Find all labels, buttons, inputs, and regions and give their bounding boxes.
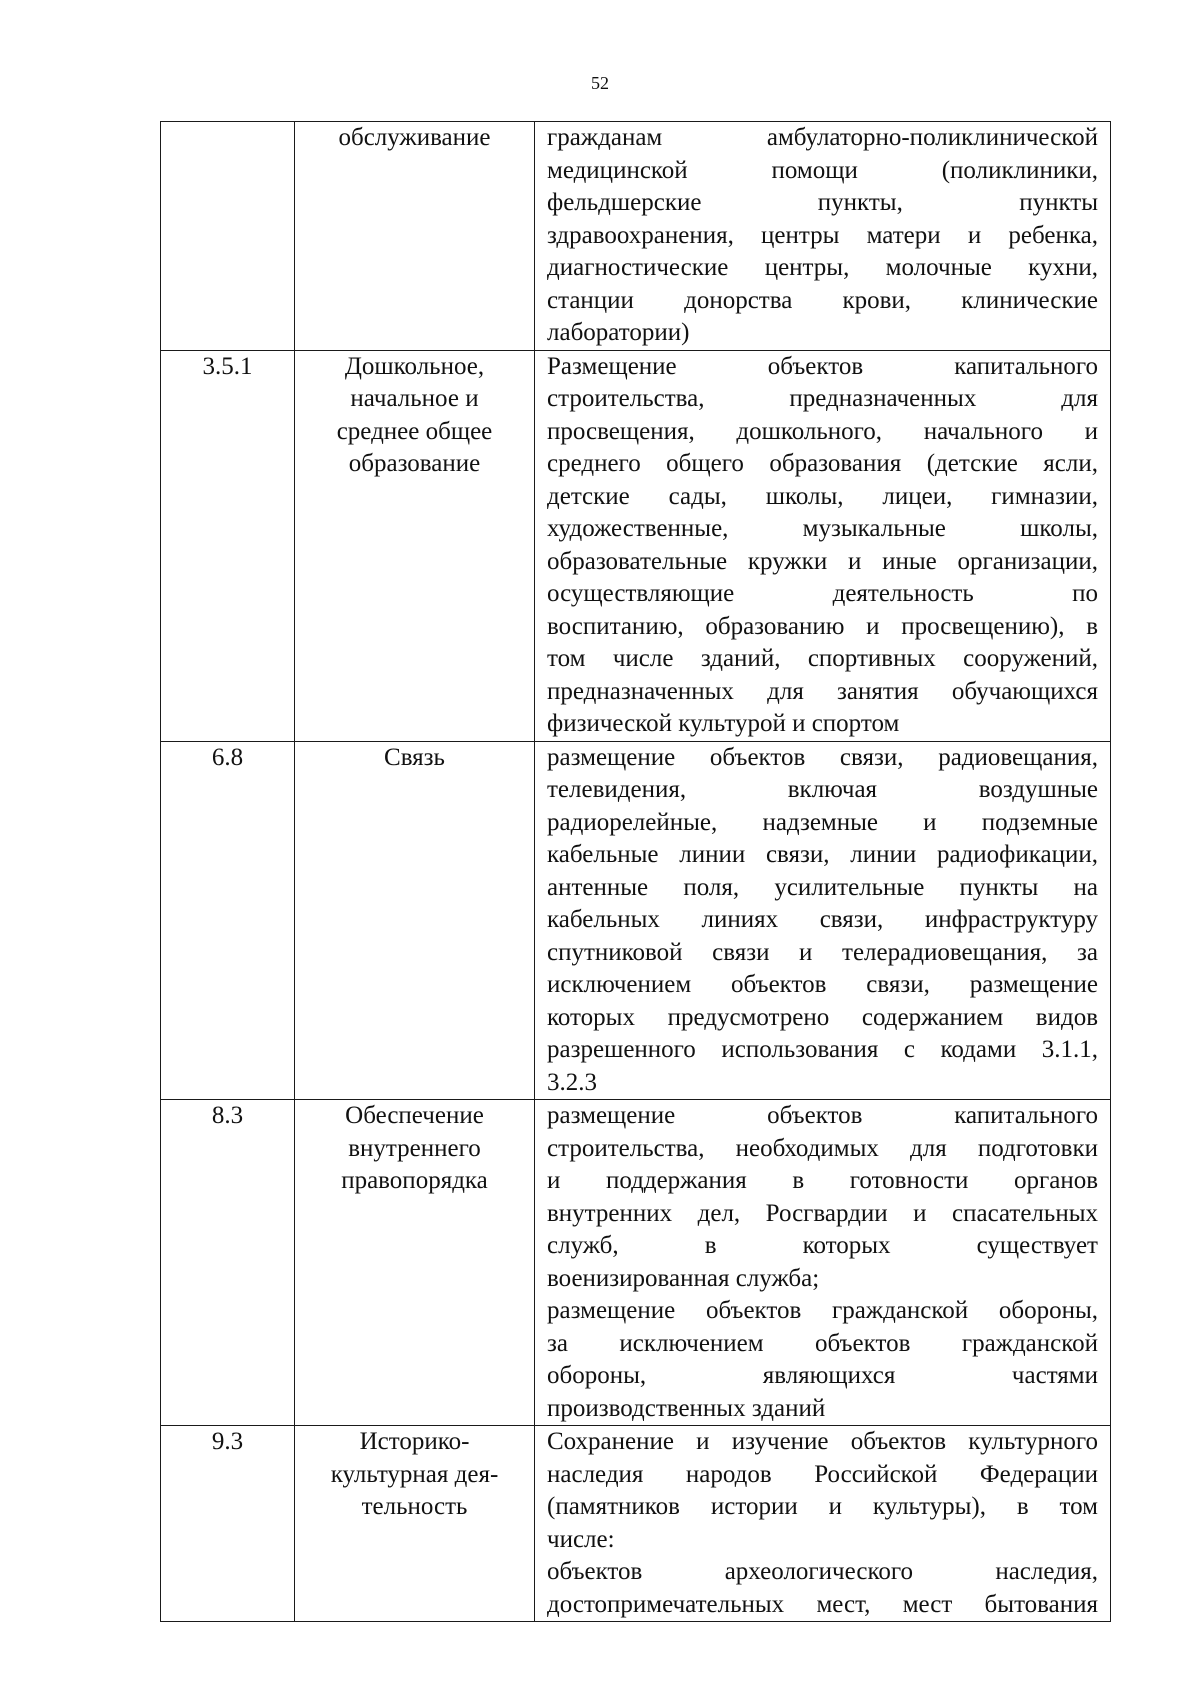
description-line: размещение объектов связи, радиовещания, [547, 743, 1098, 771]
table-row [161, 350, 1111, 741]
name-line: Дошкольное, [344, 352, 485, 380]
description-line: станции донорства крови, клинические [547, 286, 1098, 314]
name-line: Связь [384, 743, 445, 771]
description-line: достопримечательных мест, мест бытования [547, 1590, 1098, 1618]
description-cell [535, 122, 1111, 351]
description-line: внутренних дел, Росгвардии и спасательных [547, 1199, 1098, 1227]
description-line: телевидения, включая воздушные [547, 776, 1098, 803]
table-row [161, 122, 1111, 351]
description-line: (памятников истории и культуры), в том [547, 1493, 1098, 1520]
name-cell [295, 741, 535, 1100]
table-row [161, 1426, 1111, 1622]
name-line: начальное и [350, 385, 479, 412]
description-line: спутниковой связи и телерадиовещания, за [547, 938, 1098, 966]
description-line: лаборатории) [547, 319, 690, 346]
description-line: диагностические центры, молочные кухни, [547, 254, 1098, 281]
description-line: 3.2.3 [547, 1068, 597, 1096]
description-line: образовательные кружки и иные организации, [547, 547, 1098, 575]
land-use-table [160, 121, 1111, 1622]
name-line: обслуживание [338, 124, 491, 151]
description-line: антенные поля, усилительные пункты на [547, 873, 1098, 901]
description-line: размещение объектов капитального [547, 1102, 1098, 1129]
description-line: медицинской помощи (поликлиники, [547, 156, 1098, 184]
description-line: строительства, предназначенных для [547, 385, 1098, 412]
description-line: размещение объектов гражданской обороны, [547, 1297, 1098, 1324]
description-line: производственных зданий [547, 1394, 826, 1422]
description-line: числе: [547, 1525, 615, 1553]
description-line: художественные, музыкальные школы, [547, 515, 1098, 542]
name-line: внутреннего [348, 1134, 481, 1162]
description-line: детские сады, школы, лицеи, гимназии, [547, 482, 1098, 510]
description-line: осуществляющие деятельность по [547, 580, 1098, 607]
description-line: просвещения, дошкольного, начального и [547, 417, 1098, 445]
code-cell: 6.8 [161, 741, 295, 1100]
description-line: радиорелейные, надземные и подземные [547, 808, 1098, 836]
table-body [161, 122, 1111, 1622]
page-number: 52 [591, 73, 609, 93]
description-cell [535, 741, 1111, 1100]
description-line: служб, в которых существует [547, 1232, 1098, 1259]
name-line: среднее общее [336, 417, 493, 445]
description-line: здравоохранения, центры матери и ребенка, [547, 221, 1098, 249]
name-line: Обеспечение [345, 1102, 484, 1129]
name-line: образование [348, 450, 481, 477]
table-row [161, 741, 1111, 1100]
name-line: тельность [361, 1493, 468, 1520]
name-cell [295, 1426, 535, 1622]
code-cell: 8.3 [161, 1100, 295, 1426]
description-line: предназначенных для занятия обучающихся [547, 677, 1098, 705]
description-cell [535, 1426, 1111, 1622]
description-line: военизированная служба; [547, 1264, 820, 1292]
description-line: объектов археологического наследия, [547, 1558, 1098, 1585]
description-line: том числе зданий, спортивных сооружений, [547, 645, 1098, 672]
code-cell: 9.3 [161, 1426, 295, 1622]
name-line: культурная дея- [330, 1460, 499, 1488]
description-line: Сохранение и изучение объектов культурного [547, 1428, 1098, 1455]
description-line: за исключением объектов гражданской [547, 1329, 1098, 1357]
name-cell [295, 122, 535, 351]
description-line: среднего общего образования (детские ясли, [547, 450, 1098, 477]
name-line: правопорядка [341, 1167, 488, 1194]
description-line: кабельных линиях связи, инфраструктуру [547, 906, 1098, 933]
description-line: и поддержания в готовности органов [547, 1167, 1098, 1194]
description-line: воспитанию, образованию и просвещению), в [547, 612, 1098, 640]
description-line: физической культурой и спортом [547, 710, 900, 737]
code-cell: 3.5.1 [161, 350, 295, 741]
description-line: исключением объектов связи, размещение [547, 971, 1098, 998]
description-line: фельдшерские пункты, пункты [547, 189, 1098, 216]
description-line: кабельные линии связи, линии радиофикации, [547, 841, 1098, 868]
description-cell [535, 350, 1111, 741]
description-cell [535, 1100, 1111, 1426]
description-line: Размещение объектов капитального [547, 352, 1098, 380]
description-line: наследия народов Российской Федерации [547, 1460, 1098, 1488]
code-cell [161, 122, 295, 351]
description-line: строительства, необходимых для подготовки [547, 1134, 1098, 1162]
name-line: Историко- [359, 1428, 470, 1455]
description-line: разрешенного использования с кодами 3.1.1, [547, 1036, 1098, 1063]
description-line: гражданам амбулаторно-поликлинической [547, 124, 1098, 151]
table-row [161, 1100, 1111, 1426]
name-cell [295, 350, 535, 741]
description-line: которых предусмотрено содержанием видов [547, 1003, 1098, 1031]
name-cell [295, 1100, 535, 1426]
description-line: обороны, являющихся частями [547, 1362, 1098, 1389]
